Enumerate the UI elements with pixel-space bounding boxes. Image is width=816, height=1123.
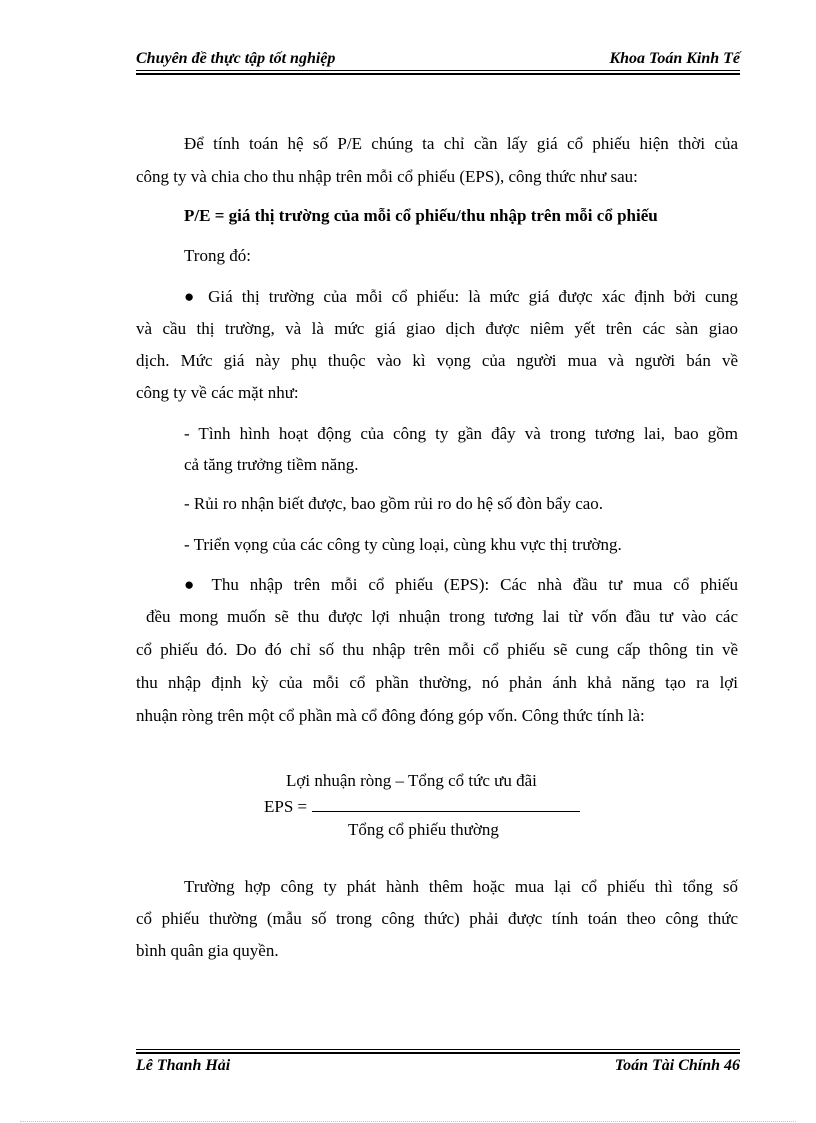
header-rule-thick <box>136 73 740 75</box>
bullet2-line-3: cổ phiếu đó. Do đó chỉ số thu nhập trên mỗi cổ phiếu sẽ cung cấp thông tin về <box>136 640 738 659</box>
footer-author: Lê Thanh Hải <box>136 1057 231 1074</box>
eps-lhs: EPS = <box>264 797 308 816</box>
bullet2-line-5: nhuận ròng trên một cổ phần mà cổ đông đóng góp vốn. Công thức tính là: <box>136 706 645 725</box>
bullet1-line-3: dịch. Mức giá này phụ thuộc vào kì vọng của người mua và người bán về <box>136 351 738 370</box>
bullet1-line-4: công ty về các mặt như: <box>136 383 299 402</box>
page-footer <box>136 1057 740 1079</box>
dash3-line: - Triển vọng của các công ty cùng loại, cùng khu vực thị trường. <box>184 535 622 554</box>
bullet2-line-2: đều mong muốn sẽ thu được lợi nhuận trong tương lai từ vốn đầu tư vào các <box>146 607 738 626</box>
dash1-line-1: - Tình hình hoạt động của công ty gần đây và trong tương lai, bao gồm <box>184 424 738 443</box>
closing-line-3: bình quân gia quyền. <box>136 941 279 960</box>
closing-line-2: cổ phiếu thường (mẫu số trong công thức) phải được tính toán theo công thức <box>136 909 738 928</box>
pe-formula: P/E = giá thị trường của mỗi cổ phiếu/thu nhập trên mỗi cổ phiếu <box>184 206 658 225</box>
eps-denominator: Tổng cổ phiếu thường <box>348 820 499 839</box>
closing-line-1: Trường hợp công ty phát hành thêm hoặc mua lại cổ phiếu thì tổng số <box>184 877 738 896</box>
footer-rule-thick <box>136 1052 740 1054</box>
header-title: Chuyên đề thực tập tốt nghiệp <box>136 50 336 67</box>
intro-line-1: Để tính toán hệ số P/E chúng ta chỉ cần lấy giá cổ phiếu hiện thời của <box>184 134 738 153</box>
eps-fraction-bar <box>312 811 580 812</box>
footer-page-info: Toán Tài Chính 46 <box>614 1057 740 1074</box>
bullet2-line-4: thu nhập định kỳ của mỗi cổ phần thường, nó phản ánh khả năng tạo ra lợi <box>136 673 738 692</box>
dash1-line-2: cả tăng trưởng tiềm năng. <box>184 455 359 474</box>
page-header <box>136 47 740 71</box>
page-bottom-border <box>20 1121 796 1122</box>
intro-line-2: công ty và chia cho thu nhập trên mỗi cổ phiếu (EPS), công thức như sau: <box>136 167 638 186</box>
eps-numerator: Lợi nhuận ròng – Tổng cổ tức ưu đãi <box>286 771 537 790</box>
trong-do-label: Trong đó: <box>184 246 251 265</box>
bullet1-line-1: ● Giá thị trường của mỗi cổ phiếu: là mức giá được xác định bởi cung <box>184 287 738 306</box>
bullet2-line-1: ● Thu nhập trên mỗi cổ phiếu (EPS): Các nhà đầu tư mua cổ phiếu <box>184 575 738 594</box>
bullet1-line-2: và cầu thị trường, và là mức giá giao dịch được niêm yết trên các sàn giao <box>136 319 738 338</box>
header-rule-thin <box>136 70 740 71</box>
dash2-line: - Rủi ro nhận biết được, bao gồm rủi ro do hệ số đòn bẩy cao. <box>184 494 604 513</box>
header-department: Khoa Toán Kinh Tế <box>609 50 740 67</box>
footer-rule-thin <box>136 1049 740 1050</box>
